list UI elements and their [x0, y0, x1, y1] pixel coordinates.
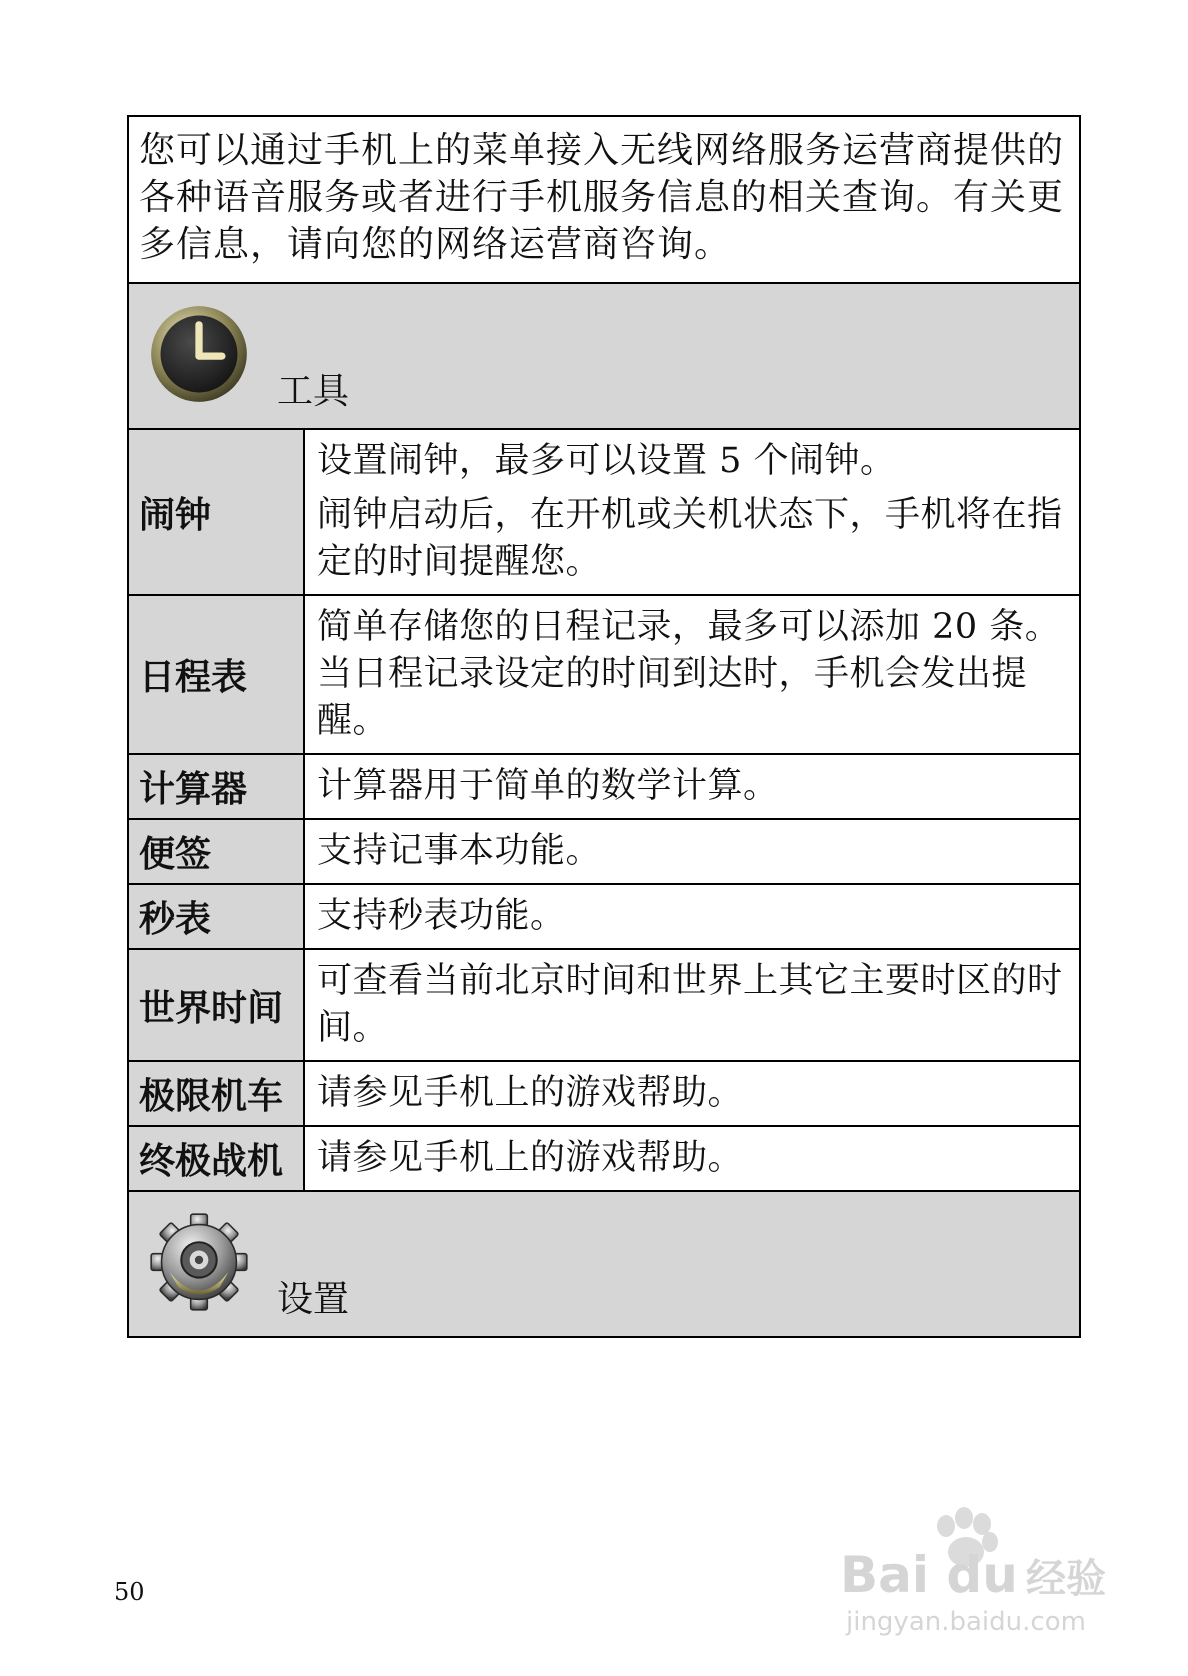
watermark-product: 经验	[1026, 1556, 1106, 1602]
row-desc	[305, 950, 1079, 1060]
row-name: 世界时间	[129, 950, 305, 1060]
table-row-calculator	[129, 755, 1079, 820]
row-desc	[305, 1127, 1079, 1190]
table-row-notes	[129, 820, 1079, 885]
table-row-world-time	[129, 950, 1079, 1062]
row-desc-line: 设置闹钟，最多可以设置 5 个闹钟。	[317, 441, 896, 481]
watermark-brand: Bai du	[840, 1546, 1018, 1604]
table-row-game-moto	[129, 1062, 1079, 1127]
row-desc-line: 请参见手机上的游戏帮助。	[317, 1073, 744, 1113]
baidu-jingyan-watermark	[838, 1500, 1118, 1640]
watermark-url: jingyan.baidu.com	[846, 1607, 1086, 1637]
row-desc-line: 可查看当前北京时间和世界上其它主要时区的时间。	[317, 961, 1063, 1048]
row-desc-line: 闹钟启动后，在开机或关机状态下，手机将在指定的时间提醒您。	[317, 495, 1063, 582]
clock-icon	[147, 302, 251, 406]
row-name: 终极战机	[129, 1127, 305, 1190]
intro-paragraph: 您可以通过手机上的菜单接入无线网络服务运营商提供的各种语音服务或者进行手机服务信息的相关查询。有关更多信息，请向您的网络运营商咨询。	[129, 117, 1079, 284]
table-row-game-fighter	[129, 1127, 1079, 1192]
table-row-stopwatch	[129, 885, 1079, 950]
section-title-settings: 设置	[277, 1279, 350, 1320]
row-name: 极限机车	[129, 1062, 305, 1125]
row-desc	[305, 430, 1079, 594]
gear-icon	[147, 1210, 251, 1314]
row-desc-line: 简单存储您的日程记录，最多可以添加 20 条。当日程记录设定的时间到达时，手机会发出提醒。	[317, 607, 1061, 741]
row-name: 闹钟	[129, 430, 305, 594]
row-name: 计算器	[129, 755, 305, 818]
row-name: 便签	[129, 820, 305, 883]
row-desc-line: 请参见手机上的游戏帮助。	[317, 1138, 744, 1178]
row-desc	[305, 1062, 1079, 1125]
section-header-settings	[129, 1192, 1079, 1336]
page-number: 50	[114, 1578, 145, 1606]
feature-table	[127, 115, 1081, 1338]
row-desc	[305, 596, 1079, 753]
section-title-tools: 工具	[277, 371, 350, 412]
row-name: 日程表	[129, 596, 305, 753]
row-desc	[305, 885, 1079, 948]
row-desc	[305, 820, 1079, 883]
table-row-alarm	[129, 430, 1079, 596]
row-desc	[305, 755, 1079, 818]
table-row-calendar	[129, 596, 1079, 755]
row-desc-line: 支持记事本功能。	[317, 831, 602, 871]
row-desc-line: 支持秒表功能。	[317, 896, 566, 936]
row-name: 秒表	[129, 885, 305, 948]
row-desc-line: 计算器用于简单的数学计算。	[317, 766, 779, 806]
section-header-tools	[129, 284, 1079, 430]
